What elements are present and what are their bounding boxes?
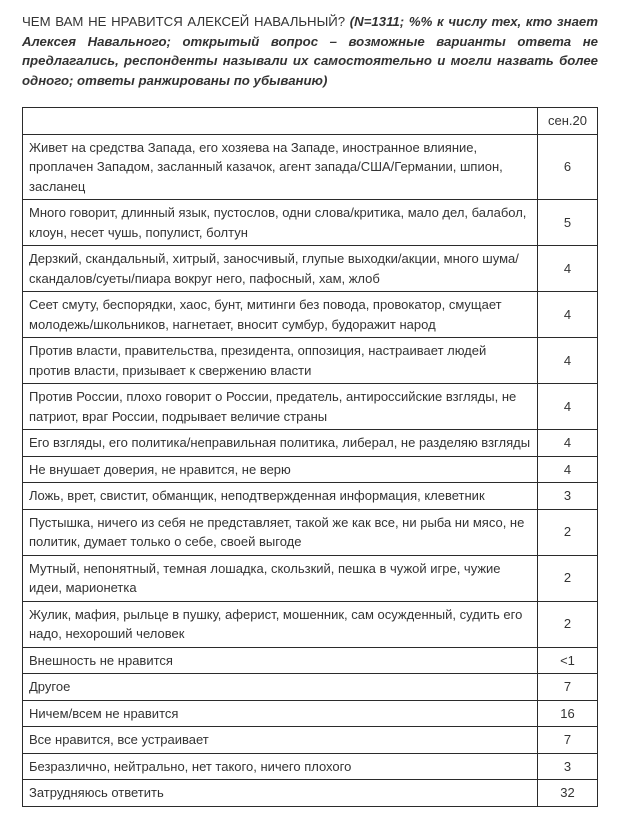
answer-percent: 2	[538, 509, 598, 555]
answer-label: Другое	[23, 674, 538, 701]
survey-note: (N=1311; %% к числу тех, кто знает Алексея Навального; открытый вопрос – возможные варианты ответа не предлагались, респонденты называли их самостоятельно и могли назвать более одного; ответы ранжированы по убыванию)	[22, 14, 598, 88]
answer-label: Его взгляды, его политика/неправильная политика, либерал, не разделяю взгляды	[23, 430, 538, 457]
results-table	[22, 107, 598, 807]
table-row	[23, 430, 598, 457]
answer-percent: 3	[538, 753, 598, 780]
answer-label: Внешность не нравится	[23, 647, 538, 674]
answer-percent: 4	[538, 246, 598, 292]
survey-question: ЧЕМ ВАМ НЕ НРАВИТСЯ АЛЕКСЕЙ НАВАЛЬНЫЙ?	[22, 14, 346, 29]
table-row	[23, 483, 598, 510]
table-row	[23, 727, 598, 754]
header-empty-cell	[23, 108, 538, 135]
answer-percent: 4	[538, 338, 598, 384]
answer-percent: 7	[538, 727, 598, 754]
answer-label: Много говорит, длинный язык, пустослов, одни слова/критика, мало дел, балабол, клоун, несет чушь, популист, болтун	[23, 200, 538, 246]
answer-label: Безразлично, нейтрально, нет такого, ничего плохого	[23, 753, 538, 780]
answer-label: Пустышка, ничего из себя не представляет, такой же как все, ни рыба ни мясо, не политик, думает только о себе, своей выгоде	[23, 509, 538, 555]
table-row	[23, 674, 598, 701]
answer-label: Жулик, мафия, рыльце в пушку, аферист, мошенник, сам осужденный, судить его надо, нехороший человек	[23, 601, 538, 647]
table-row	[23, 555, 598, 601]
answer-percent: 4	[538, 384, 598, 430]
answer-label: Против России, плохо говорит о России, предатель, антироссийские взгляды, не патриот, враг России, подрывает величие страны	[23, 384, 538, 430]
table-row	[23, 509, 598, 555]
answer-label: Ложь, врет, свистит, обманщик, неподтвержденная информация, клеветник	[23, 483, 538, 510]
answer-label: Ничем/всем не нравится	[23, 700, 538, 727]
answer-label: Не внушает доверия, не нравится, не верю	[23, 456, 538, 483]
table-row	[23, 647, 598, 674]
table-row	[23, 292, 598, 338]
table-row	[23, 384, 598, 430]
answer-percent: 4	[538, 456, 598, 483]
column-header-date: сен.20	[538, 108, 598, 135]
table-row	[23, 338, 598, 384]
answer-percent: <1	[538, 647, 598, 674]
answer-label: Все нравится, все устраивает	[23, 727, 538, 754]
answer-percent: 4	[538, 292, 598, 338]
table-row	[23, 246, 598, 292]
header-row	[23, 108, 598, 135]
answer-percent: 7	[538, 674, 598, 701]
answer-percent: 2	[538, 555, 598, 601]
survey-heading	[22, 12, 598, 90]
table-row	[23, 134, 598, 200]
table-row	[23, 780, 598, 807]
answer-label: Дерзкий, скандальный, хитрый, заносчивый, глупые выходки/акции, много шума/скандалов/суеты/пиара вокруг него, пафосный, хам, жлоб	[23, 246, 538, 292]
answer-percent: 16	[538, 700, 598, 727]
answer-percent: 3	[538, 483, 598, 510]
answer-percent: 4	[538, 430, 598, 457]
answer-percent: 2	[538, 601, 598, 647]
answer-label: Сеет смуту, беспорядки, хаос, бунт, митинги без повода, провокатор, смущает молодежь/школьников, нагнетает, вносит сумбур, будоражит народ	[23, 292, 538, 338]
answer-label: Затрудняюсь ответить	[23, 780, 538, 807]
answer-percent: 32	[538, 780, 598, 807]
answer-label: Живет на средства Запада, его хозяева на Западе, иностранное влияние, проплачен Западом, засланный казачок, агент запада/США/Германии, шпион, засланец	[23, 134, 538, 200]
table-row	[23, 700, 598, 727]
table-row	[23, 200, 598, 246]
answer-label: Против власти, правительства, президента, оппозиция, настраивает людей против власти, призывает к свержению власти	[23, 338, 538, 384]
table-row	[23, 753, 598, 780]
answer-label: Мутный, непонятный, темная лошадка, скользкий, пешка в чужой игре, чужие идеи, марионетка	[23, 555, 538, 601]
table-row	[23, 456, 598, 483]
table-row	[23, 601, 598, 647]
answer-percent: 5	[538, 200, 598, 246]
answer-percent: 6	[538, 134, 598, 200]
